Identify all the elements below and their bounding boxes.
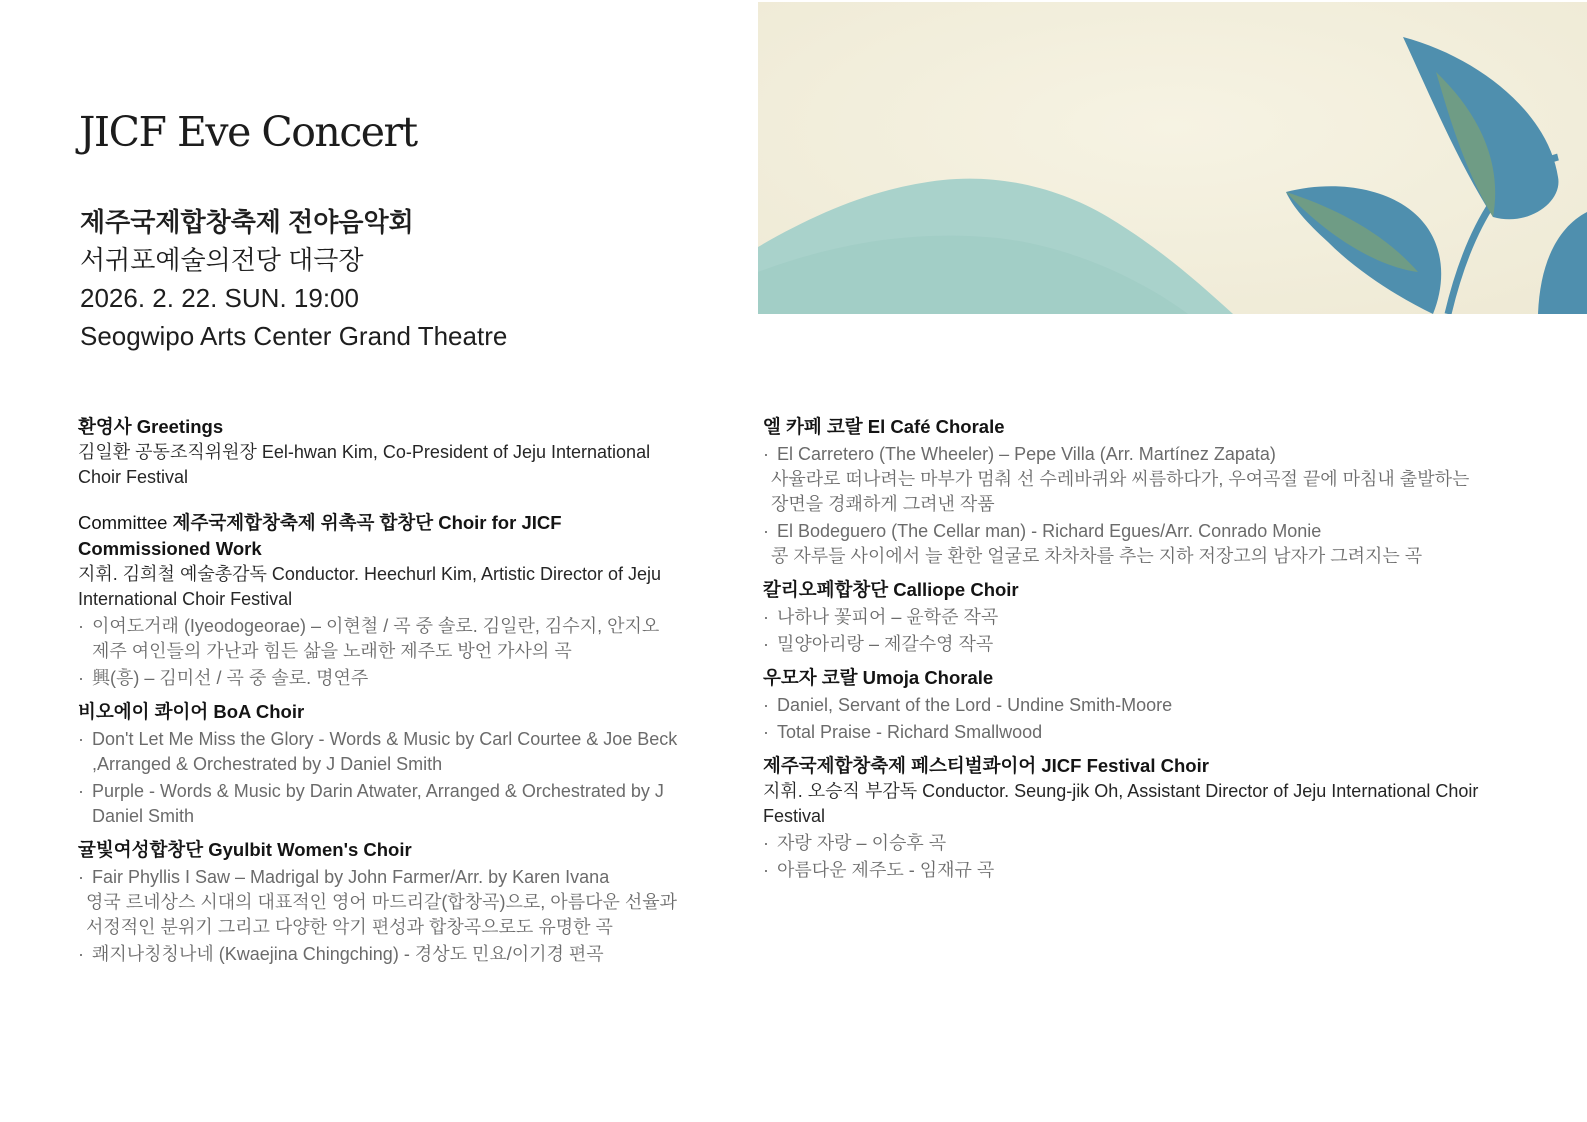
bullet-icon: · [78, 729, 84, 749]
section-title: 우모자 코랄 Umoja Chorale [763, 667, 994, 688]
event-title-ko: 제주국제합창축제 전야음악회 [80, 207, 414, 237]
section-title: 칼리오페합창단 Calliope Choir [763, 579, 1019, 600]
section-festival [763, 753, 1488, 883]
section-calliope [763, 577, 1488, 657]
section-umoja [763, 665, 1488, 745]
bullet-icon: · [763, 860, 769, 880]
section-committee [78, 510, 678, 691]
event-info [80, 203, 507, 355]
bullet-icon: · [763, 634, 769, 654]
bullet-icon: · [78, 668, 84, 688]
bullet-icon: · [763, 722, 769, 742]
program-left-column [78, 414, 678, 975]
bullet-icon: · [78, 781, 84, 801]
program-item: · 이여도거래 (Iyeodogeorae) – 이현철 / 곡 중 솔로. 김일란, 김수지, 안지오 제주 여인들의 가난과 힘든 삶을 노래한 제주도 방언 가사의 곡 [78, 616, 660, 661]
bullet-icon: · [78, 944, 84, 964]
program-item: · 자랑 자랑 – 이승후 곡 [763, 831, 1488, 856]
leaf-illustration [758, 2, 1587, 314]
section-boa [78, 699, 678, 829]
event-datetime: 2026. 2. 22. SUN. 19:00 [80, 283, 359, 313]
section-greetings [78, 414, 678, 490]
program-item: · 아름다운 제주도 - 임재규 곡 [763, 858, 1488, 883]
section-title: 엘 카페 코랄 El Café Chorale [763, 416, 1005, 437]
venue-en: Seogwipo Arts Center Grand Theatre [80, 321, 508, 351]
bullet-icon: · [78, 616, 84, 636]
hero-artwork [758, 2, 1587, 314]
page-title: JICF Eve Concert [79, 108, 417, 156]
section-gyulbit [78, 837, 678, 967]
section-subtitle: 지휘. 김희철 예술총감독 Conductor. Heechurl Kim, Artistic Director of Jeju International Choir Festival [78, 564, 662, 609]
bullet-icon: · [763, 833, 769, 853]
program-item: · El Carretero (The Wheeler) – Pepe Villa (Arr. Martínez Zapata) [763, 442, 1488, 467]
section-title-prefix: Committee [78, 512, 168, 533]
bullet-icon: · [763, 607, 769, 627]
section-title: 제주국제합창축제 페스티벌콰이어 JICF Festival Choir [763, 755, 1209, 776]
section-subtitle: 지휘. 오승직 부감독 Conductor. Seung-jik Oh, Assistant Director of Jeju International Choir Festival [763, 781, 1479, 826]
section-title: 귤빛여성합창단 Gyulbit Women's Choir [78, 839, 412, 860]
program-right-column [763, 414, 1488, 891]
program-item: · El Bodeguero (The Cellar man) - Richard Egues/Arr. Conrado Monie [763, 519, 1488, 544]
program-item: · Daniel, Servant of the Lord - Undine Smith-Moore [763, 693, 1488, 718]
bullet-icon: · [78, 867, 84, 887]
section-elcafe [763, 414, 1488, 569]
program-item: · 나하나 꽃피어 – 윤학준 작곡 [763, 605, 1488, 630]
program-item: · Don't Let Me Miss the Glory - Words & Music by Carl Courtee & Joe Beck ,Arranged & Orchestrated by J Daniel Smith [78, 729, 678, 774]
section-title: 비오에이 콰이어 BoA Choir [78, 701, 305, 722]
bullet-icon: · [763, 695, 769, 715]
program-item: · 興(흥) – 김미선 / 곡 중 솔로. 명연주 [78, 666, 678, 691]
program-item: · 밀양아리랑 – 제갈수영 작곡 [763, 632, 1488, 657]
section-title: 환영사 Greetings [78, 416, 224, 437]
program-item: · Total Praise - Richard Smallwood [763, 720, 1488, 745]
bullet-icon: · [763, 444, 769, 464]
program-item-description: 콩 자루들 사이에서 늘 환한 얼굴로 차차차를 추는 지하 저장고의 남자가 그려지는 곡 [771, 546, 1423, 566]
program-item: · Fair Phyllis I Saw – Madrigal by John Farmer/Arr. by Karen Ivana [78, 865, 678, 890]
section-subtitle: 김일환 공동조직위원장 Eel-hwan Kim, Co-President of Jeju International Choir Festival [78, 442, 651, 487]
program-item-description: 사율라로 떠나려는 마부가 멈춰 선 수레바퀴와 씨름하다가, 우여곡절 끝에 마침내 출발하는 장면을 경쾌하게 그려낸 작품 [771, 469, 1470, 514]
section-title: 제주국제합창축제 위촉곡 합창단 Choir for JICF Commissioned Work [78, 512, 562, 559]
venue-ko: 서귀포예술의전당 대극장 [80, 245, 364, 275]
program-item: · Purple - Words & Music by Darin Atwater, Arranged & Orchestrated by J Daniel Smith [78, 781, 664, 826]
program-item-description: 영국 르네상스 시대의 대표적인 영어 마드리갈(합창곡)으로, 아름다운 선율과 서정적인 분위기 그리고 다양한 악기 편성과 합창곡으로도 유명한 곡 [86, 892, 678, 937]
bullet-icon: · [763, 521, 769, 541]
program-item: · 쾌지나칭칭나네 (Kwaejina Chingching) - 경상도 민요/이기경 편곡 [78, 942, 678, 967]
